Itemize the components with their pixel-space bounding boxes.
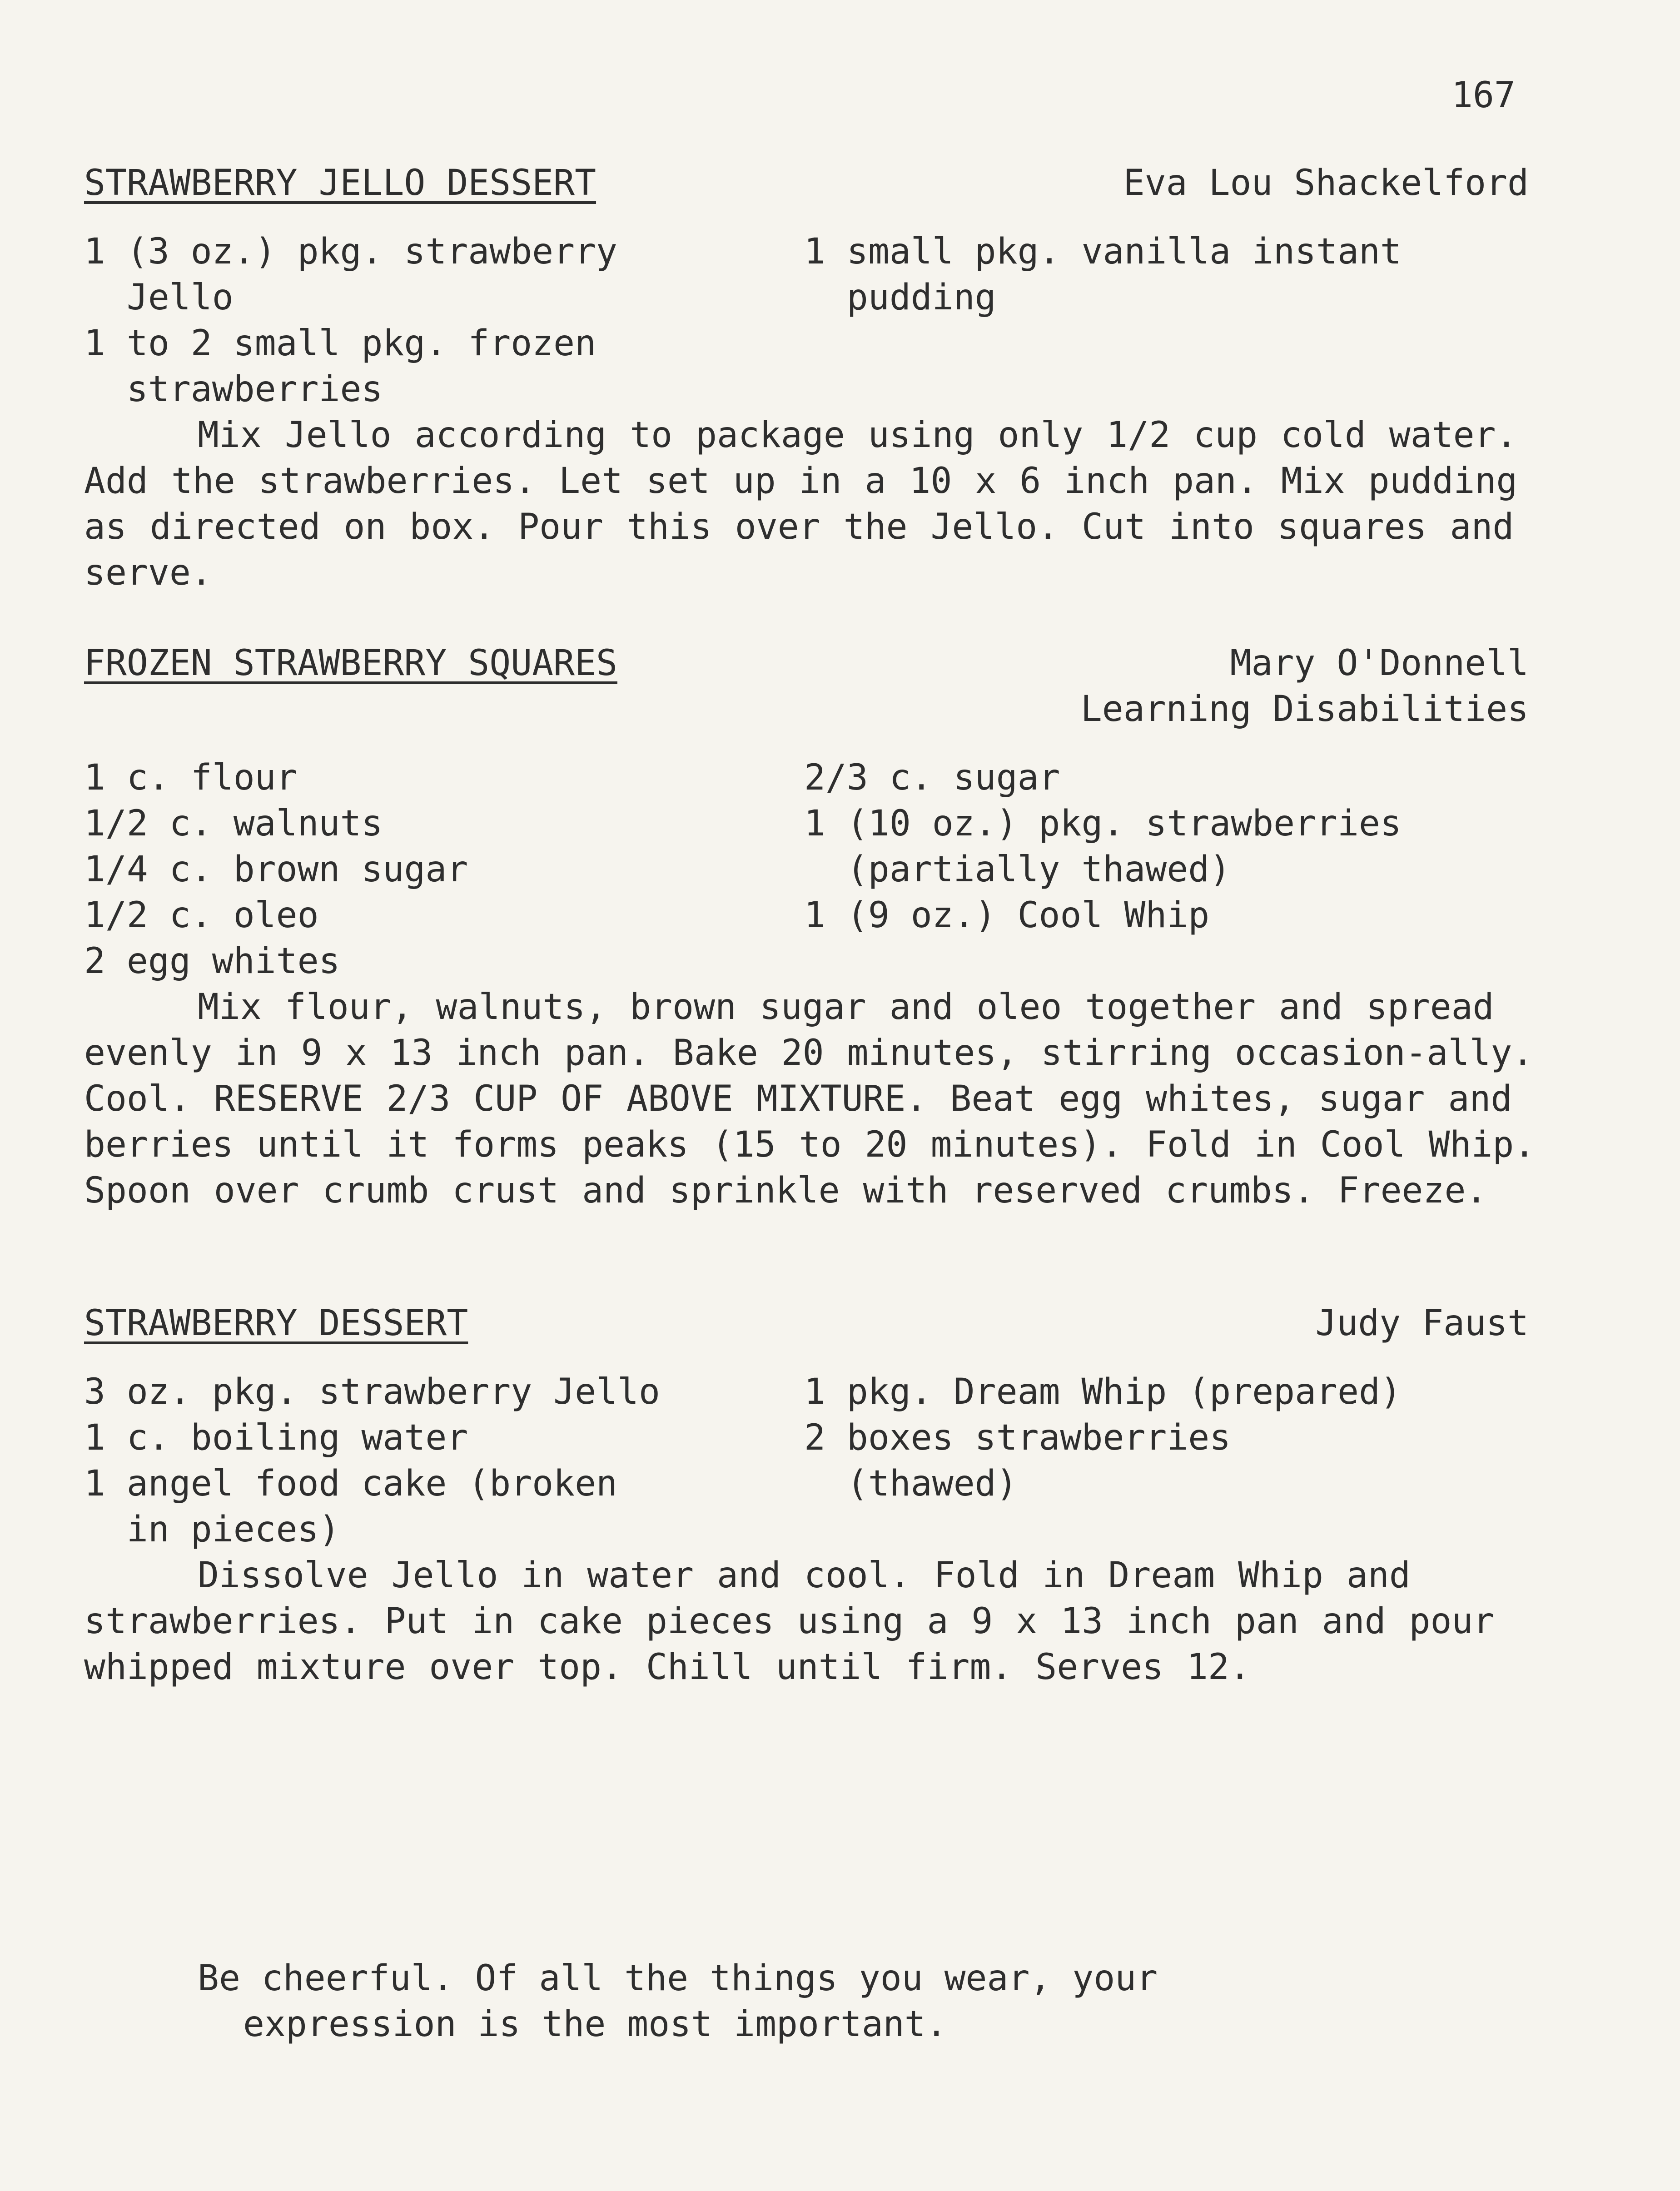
- recipe-affiliation: Learning Disabilities: [1080, 689, 1529, 730]
- recipe-author: Eva Lou Shackelford: [1123, 163, 1529, 204]
- recipe-frozen-strawberry-squares: [84, 641, 1556, 1214]
- ingredients-right-column: [804, 1369, 1556, 1553]
- quote-line-1: Be cheerful. Of all the things you wear, your: [198, 1958, 1158, 1999]
- ingredient-line: 1 c. boiling water: [84, 1417, 468, 1458]
- recipe-header: [84, 641, 1556, 730]
- ingredient-line: 1 pkg. Dream Whip (prepared): [804, 1371, 1402, 1412]
- ingredient-line: 2 boxes strawberries: [804, 1417, 1231, 1458]
- ingredient-line: pudding: [804, 277, 996, 318]
- recipe-title: STRAWBERRY DESSERT: [84, 1303, 468, 1344]
- ingredients-left-column: [84, 1369, 804, 1553]
- ingredient-line: Jello: [84, 277, 234, 318]
- ingredient-line: in pieces): [84, 1509, 340, 1550]
- recipe-author: Mary O'Donnell: [1230, 643, 1529, 684]
- ingredient-line: 1 (9 oz.) Cool Whip: [804, 895, 1210, 936]
- ingredient-line: 1 (3 oz.) pkg. strawberry: [84, 231, 617, 272]
- ingredient-line: 2 egg whites: [84, 941, 340, 982]
- recipe-method: Mix Jello according to package using only 1/2 cup cold water. Add the strawberries. Let set up in a 10 x 6 inch pan. Mix pudding as directed on box. Pour this over the Jello. Cut into squares and serve.: [84, 415, 1518, 593]
- recipe-strawberry-jello-dessert: [84, 160, 1556, 596]
- ingredient-line: 1 small pkg. vanilla instant: [804, 231, 1402, 272]
- recipe-title: FROZEN STRAWBERRY SQUARES: [84, 643, 617, 684]
- recipe-method: Mix flour, walnuts, brown sugar and oleo together and spread evenly in 9 x 13 inch pan. Bake 20 minutes, stirring occasion-ally. Cool. RESERVE 2/3 CUP OF ABOVE MIXTURE. Beat egg whites, sugar and berries until it forms peaks (15 to 20 minutes). Fold in Cool Whip. Spoon over crumb crust and sprinkle with reserved crumbs. Freeze.: [84, 987, 1536, 1211]
- closing-quote: [198, 1956, 1288, 2047]
- ingredient-line: 1/4 c. brown sugar: [84, 849, 468, 890]
- ingredient-line: 3 oz. pkg. strawberry Jello: [84, 1371, 660, 1412]
- ingredient-line: 1 angel food cake (broken: [84, 1463, 617, 1504]
- ingredients-right-column: [804, 229, 1556, 412]
- recipe-author: Judy Faust: [1315, 1303, 1529, 1344]
- quote-line-2: expression is the most important.: [243, 2004, 947, 2045]
- ingredients: [84, 755, 1556, 984]
- recipe-header: [84, 160, 1556, 206]
- ingredient-line: (thawed): [804, 1463, 1018, 1504]
- ingredient-line: 1/2 c. walnuts: [84, 803, 383, 844]
- ingredients: [84, 229, 1556, 412]
- recipe-strawberry-dessert: [84, 1301, 1556, 1690]
- page-number: 167: [1451, 75, 1516, 116]
- ingredient-line: 2/3 c. sugar: [804, 757, 1060, 798]
- ingredient-line: 1 (10 oz.) pkg. strawberries: [804, 803, 1402, 844]
- ingredients: [84, 1369, 1556, 1553]
- ingredient-line: 1/2 c. oleo: [84, 895, 319, 936]
- ingredients-right-column: [804, 755, 1556, 984]
- ingredients-left-column: [84, 229, 804, 412]
- recipe-header: [84, 1301, 1556, 1346]
- ingredients-left-column: [84, 755, 804, 984]
- recipe-method: Dissolve Jello in water and cool. Fold in Dream Whip and strawberries. Put in cake pieces using a 9 x 13 inch pan and pour whipped mixture over top. Chill until firm. Serves 12.: [84, 1555, 1495, 1688]
- ingredient-line: 1 to 2 small pkg. frozen: [84, 323, 596, 364]
- ingredient-line: 1 c. flour: [84, 757, 298, 798]
- ingredient-line: (partially thawed): [804, 849, 1231, 890]
- ingredient-line: strawberries: [84, 369, 383, 410]
- recipe-title: STRAWBERRY JELLO DESSERT: [84, 163, 596, 204]
